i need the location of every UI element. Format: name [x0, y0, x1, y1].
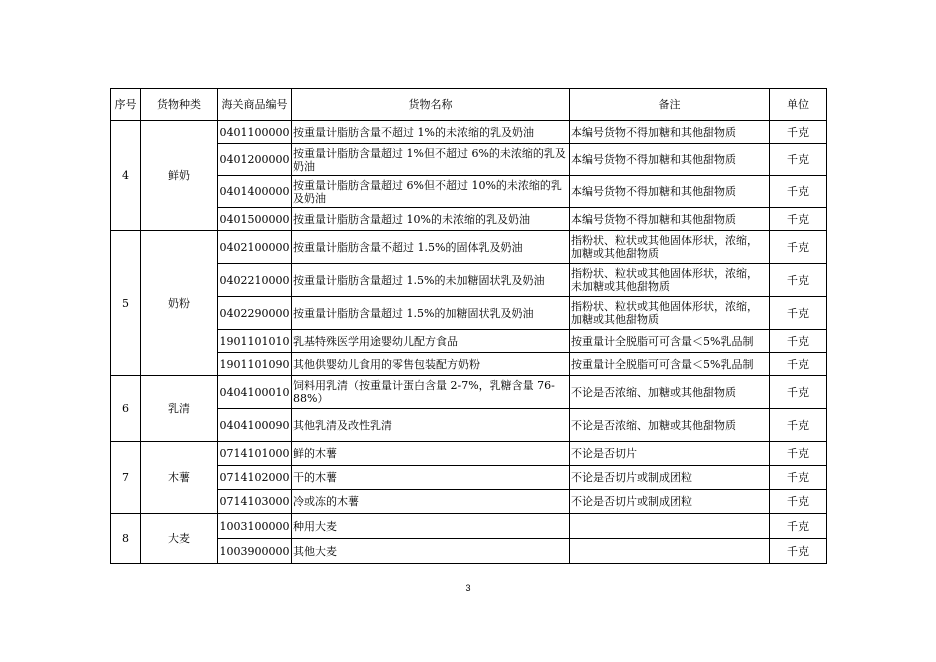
cell-code: 0401400000: [218, 176, 292, 208]
cell-unit: 千克: [770, 208, 827, 231]
cell-category: 大麦: [141, 514, 218, 564]
header-unit: 单位: [770, 89, 827, 121]
cell-note: 不论是否切片: [570, 442, 770, 466]
cell-note: 本编号货物不得加糖和其他甜物质: [570, 176, 770, 208]
table-body: [111, 121, 827, 564]
cell-code: 1901101090: [218, 353, 292, 376]
cell-name: 其他大麦: [292, 539, 570, 564]
cell-code: 1901101010: [218, 330, 292, 353]
cell-code: 0402210000: [218, 264, 292, 297]
header-name: 货物名称: [292, 89, 570, 121]
cell-unit: 千克: [770, 176, 827, 208]
header-seq: 序号: [111, 89, 141, 121]
cell-note: 指粉状、粒状或其他固体形状，浓缩，未加糖或其他甜物质: [570, 264, 770, 297]
cell-unit: 千克: [770, 264, 827, 297]
header-category: 货物种类: [141, 89, 218, 121]
cell-category: 奶粉: [141, 231, 218, 376]
table-row: [111, 144, 827, 176]
table-row: [111, 409, 827, 442]
cell-unit: 千克: [770, 514, 827, 539]
cell-note: 本编号货物不得加糖和其他甜物质: [570, 121, 770, 144]
cell-note: 本编号货物不得加糖和其他甜物质: [570, 208, 770, 231]
cell-note: 本编号货物不得加糖和其他甜物质: [570, 144, 770, 176]
cell-seq: 4: [111, 121, 141, 231]
cell-note: 不论是否切片或制成团粒: [570, 466, 770, 490]
cell-note: 按重量计全脱脂可可含量＜5%乳品制: [570, 330, 770, 353]
cell-unit: 千克: [770, 231, 827, 264]
table-row: [111, 264, 827, 297]
cell-name: 种用大麦: [292, 514, 570, 539]
table-row: [111, 297, 827, 330]
cell-code: 0401100000: [218, 121, 292, 144]
cell-note: [570, 539, 770, 564]
header-note: 备注: [570, 89, 770, 121]
cell-name: 按重量计脂肪含量超过 6%但不超过 10%的未浓缩的乳及奶油: [292, 176, 570, 208]
cell-name: 按重量计脂肪含量超过 10%的未浓缩的乳及奶油: [292, 208, 570, 231]
cell-name: 按重量计脂肪含量不超过 1.5%的固体乳及奶油: [292, 231, 570, 264]
page-number: 3: [465, 583, 471, 593]
cell-code: 1003100000: [218, 514, 292, 539]
cell-seq: 5: [111, 231, 141, 376]
cell-seq: 8: [111, 514, 141, 564]
cell-unit: 千克: [770, 330, 827, 353]
cell-code: 0401500000: [218, 208, 292, 231]
table-row: [111, 514, 827, 539]
cell-category: 乳清: [141, 376, 218, 442]
cell-code: 0404100090: [218, 409, 292, 442]
cell-unit: 千克: [770, 144, 827, 176]
cell-unit: 千克: [770, 409, 827, 442]
cell-unit: 千克: [770, 297, 827, 330]
table-row: [111, 376, 827, 409]
table-row: [111, 466, 827, 490]
cell-unit: 千克: [770, 442, 827, 466]
cell-code: 0714103000: [218, 490, 292, 514]
cell-unit: 千克: [770, 490, 827, 514]
cell-category: 鲜奶: [141, 121, 218, 231]
cell-name: 冷或冻的木薯: [292, 490, 570, 514]
cell-note: 指粉状、粒状或其他固体形状，浓缩，加糖或其他甜物质: [570, 231, 770, 264]
table-row: [111, 330, 827, 353]
table-row: [111, 231, 827, 264]
cell-name: 按重量计脂肪含量不超过 1%的未浓缩的乳及奶油: [292, 121, 570, 144]
table-row: [111, 539, 827, 564]
table-row: [111, 442, 827, 466]
cell-name: 鲜的木薯: [292, 442, 570, 466]
cell-code: 0402290000: [218, 297, 292, 330]
cell-seq: 6: [111, 376, 141, 442]
table-row: [111, 176, 827, 208]
cell-unit: 千克: [770, 353, 827, 376]
cell-code: 0714102000: [218, 466, 292, 490]
goods-table: [110, 88, 827, 564]
cell-note: 不论是否切片或制成团粒: [570, 490, 770, 514]
cell-seq: 7: [111, 442, 141, 514]
cell-code: 0404100010: [218, 376, 292, 409]
cell-unit: 千克: [770, 376, 827, 409]
cell-code: 0714101000: [218, 442, 292, 466]
cell-unit: 千克: [770, 121, 827, 144]
cell-note: [570, 514, 770, 539]
cell-note: 按重量计全脱脂可可含量＜5%乳品制: [570, 353, 770, 376]
cell-note: 指粉状、粒状或其他固体形状，浓缩，加糖或其他甜物质: [570, 297, 770, 330]
table-row: [111, 490, 827, 514]
cell-name: 按重量计脂肪含量超过 1.5%的加糖固状乳及奶油: [292, 297, 570, 330]
cell-code: 1003900000: [218, 539, 292, 564]
table-header-row: [111, 89, 827, 121]
cell-code: 0402100000: [218, 231, 292, 264]
cell-name: 其他乳清及改性乳清: [292, 409, 570, 442]
table-row: [111, 121, 827, 144]
cell-code: 0401200000: [218, 144, 292, 176]
cell-name: 按重量计脂肪含量超过 1.5%的未加糖固状乳及奶油: [292, 264, 570, 297]
cell-category: 木薯: [141, 442, 218, 514]
cell-name: 其他供婴幼儿食用的零售包装配方奶粉: [292, 353, 570, 376]
cell-name: 乳基特殊医学用途婴幼儿配方食品: [292, 330, 570, 353]
cell-name: 按重量计脂肪含量超过 1%但不超过 6%的未浓缩的乳及奶油: [292, 144, 570, 176]
cell-name: 饲料用乳清（按重量计蛋白含量 2-7%，乳糖含量 76-88%）: [292, 376, 570, 409]
cell-note: 不论是否浓缩、加糖或其他甜物质: [570, 409, 770, 442]
cell-name: 干的木薯: [292, 466, 570, 490]
cell-note: 不论是否浓缩、加糖或其他甜物质: [570, 376, 770, 409]
table-row: [111, 208, 827, 231]
header-code: 海关商品编号: [218, 89, 292, 121]
cell-unit: 千克: [770, 539, 827, 564]
table-row: [111, 353, 827, 376]
cell-unit: 千克: [770, 466, 827, 490]
